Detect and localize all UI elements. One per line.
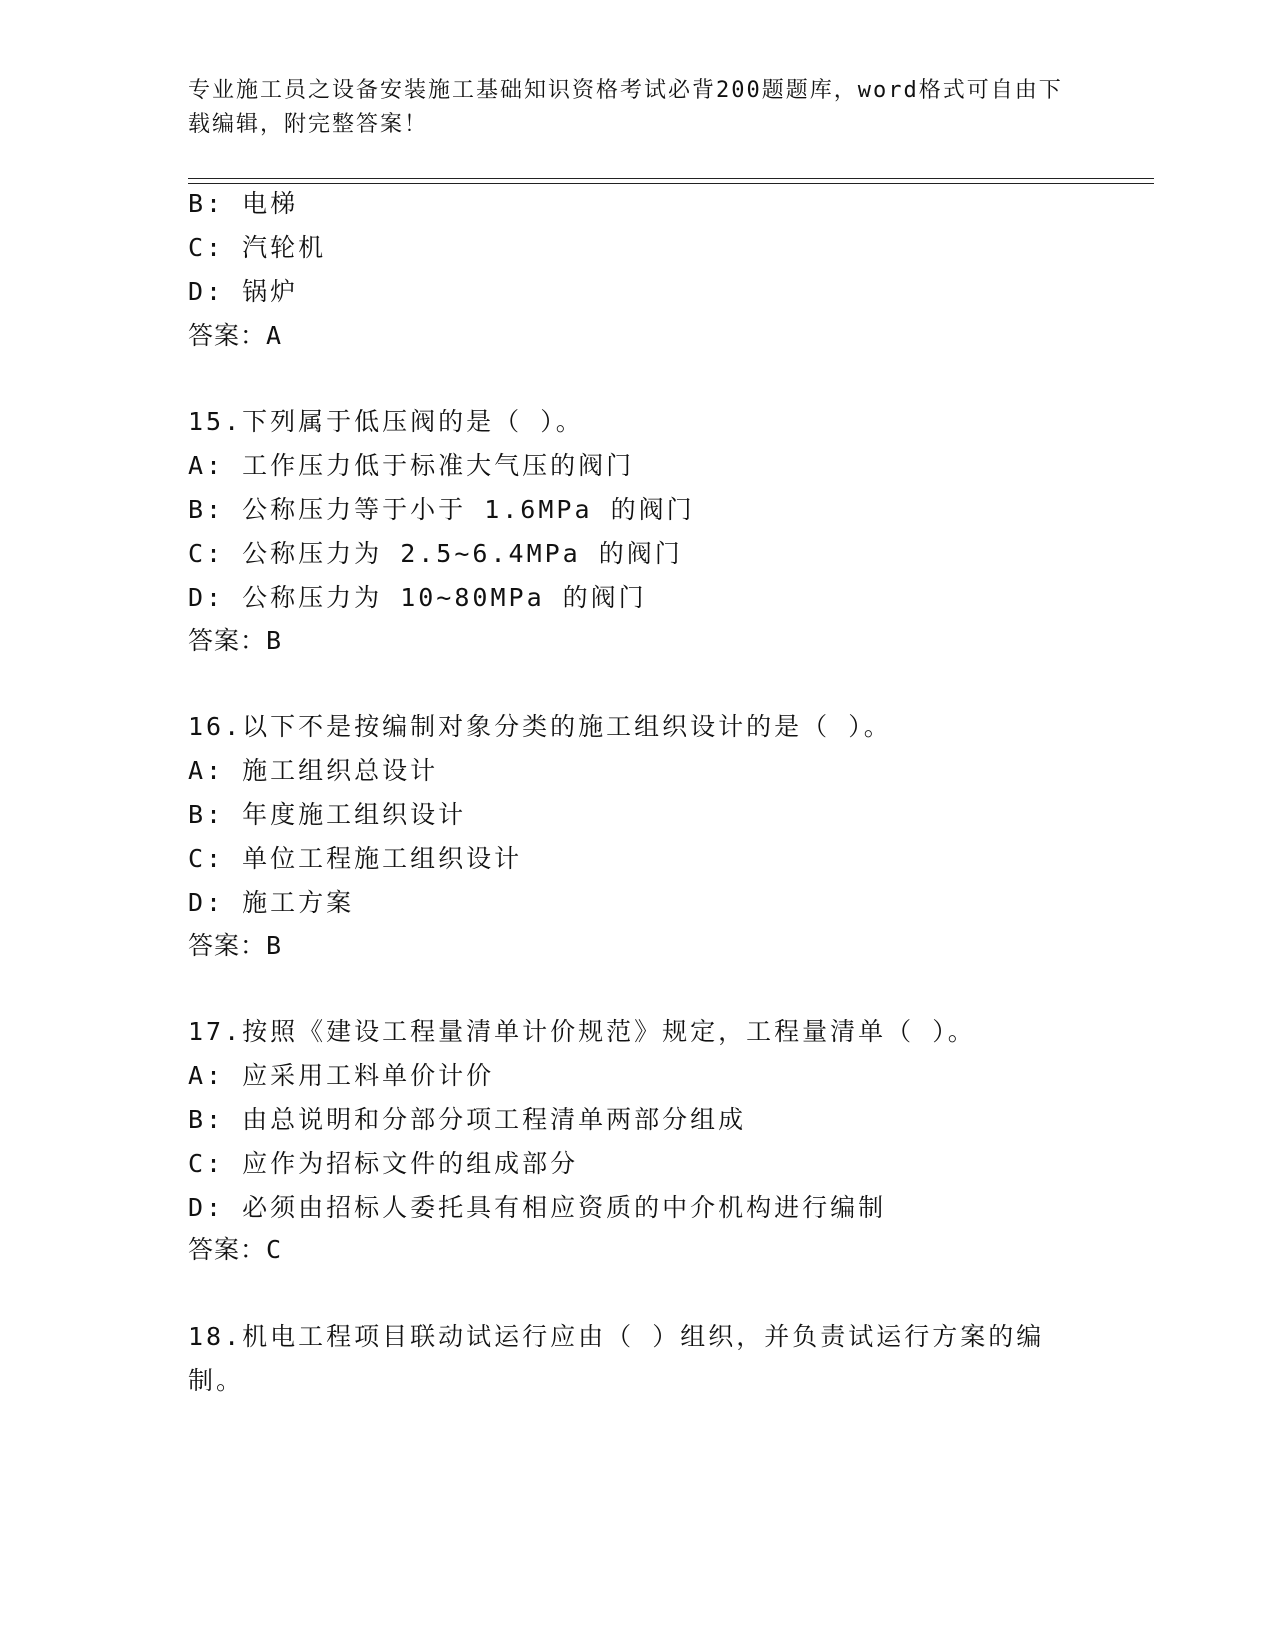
q17-option-a: A: 应采用工料单价计价 — [188, 1061, 495, 1090]
header-divider-top — [188, 178, 1154, 179]
q15-option-c: C: 公称压力为 2.5~6.4MPa 的阀门 — [188, 539, 683, 568]
answer-label: 答案： — [188, 321, 267, 350]
answer-value: B — [266, 931, 283, 960]
q15-option-a: A: 工作压力低于标准大气压的阀门 — [188, 451, 635, 480]
question-18-line-2: 制。 — [188, 1366, 245, 1395]
question-17: 17.按照《建设工程量清单计价规范》规定，工程量清单（ ）。 — [188, 1017, 976, 1046]
q16-option-d: D: 施工方案 — [188, 888, 355, 917]
answer-value: B — [266, 626, 283, 655]
answer-line — [188, 320, 282, 352]
q15-answer — [188, 625, 282, 657]
q17-option-d: D: 必须由招标人委托具有相应资质的中介机构进行编制 — [188, 1193, 887, 1222]
answer-value: C — [266, 1235, 283, 1264]
q16-option-a: A: 施工组织总设计 — [188, 756, 439, 785]
question-16: 16.以下不是按编制对象分类的施工组织设计的是（ ）。 — [188, 712, 892, 741]
option-b: B: 电梯 — [188, 189, 299, 218]
q15-option-b: B: 公称压力等于小于 1.6MPa 的阀门 — [188, 495, 695, 524]
document-header: 专业施工员之设备安装施工基础知识资格考试必背200题题库，word格式可自由下载编辑，附完整答案！ — [188, 78, 1063, 137]
answer-label: 答案： — [188, 1235, 267, 1264]
q17-option-b: B: 由总说明和分部分项工程清单两部分组成 — [188, 1105, 747, 1134]
q17-option-c: C: 应作为招标文件的组成部分 — [188, 1149, 579, 1178]
question-15: 15.下列属于低压阀的是（ ）。 — [188, 407, 584, 436]
answer-label: 答案： — [188, 626, 267, 655]
q16-option-b: B: 年度施工组织设计 — [188, 800, 467, 829]
header-divider-bottom — [188, 183, 1154, 184]
q16-answer — [188, 930, 282, 962]
option-d: D: 锅炉 — [188, 277, 299, 306]
q16-option-c: C: 单位工程施工组织设计 — [188, 844, 523, 873]
answer-value: A — [266, 321, 283, 350]
answer-label: 答案： — [188, 931, 267, 960]
question-18-line-1: 18.机电工程项目联动试运行应由（ ）组织，并负责试运行方案的编 — [188, 1322, 1045, 1351]
option-c: C: 汽轮机 — [188, 233, 327, 262]
q17-answer — [188, 1234, 282, 1266]
q15-option-d: D: 公称压力为 10~80MPa 的阀门 — [188, 583, 647, 612]
